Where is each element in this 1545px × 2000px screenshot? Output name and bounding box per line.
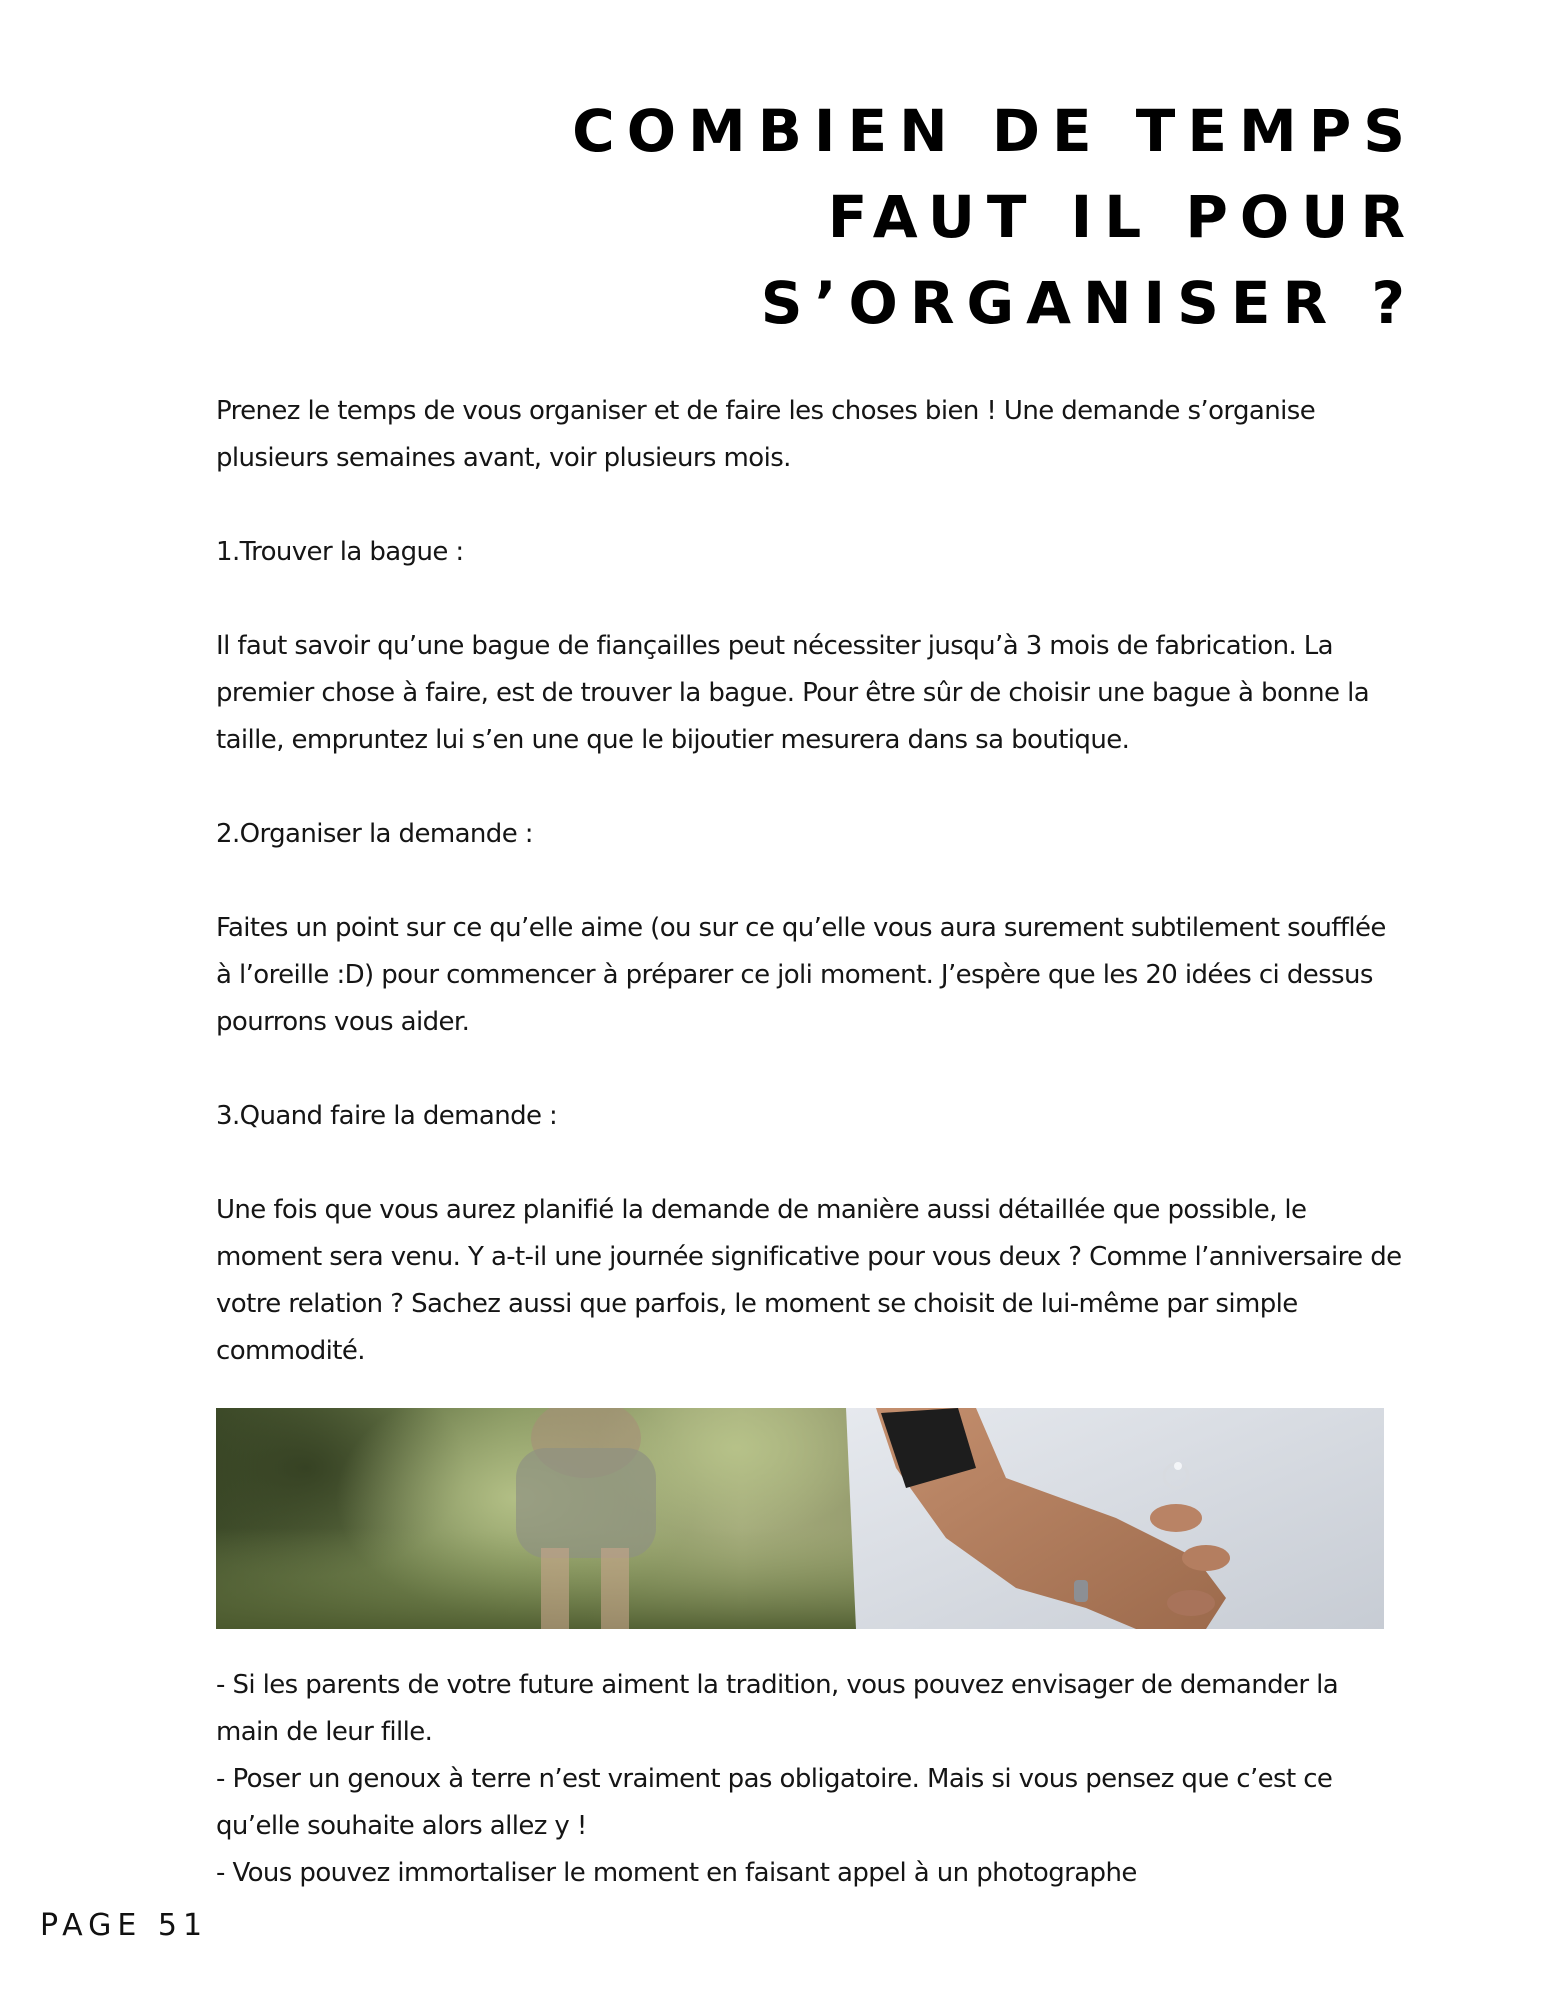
title-line-3: S’ORGANISER ?: [760, 269, 1417, 337]
page-title: [405, 88, 1417, 346]
section-3-heading: 3.Quand faire la demande :: [216, 1101, 558, 1131]
article-body: [216, 388, 1406, 1422]
title-line-1: COMBIEN DE TEMPS: [572, 97, 1417, 165]
section-3-text: Une fois que vous aurez planifié la demande de manière aussi détaillée que possible, le moment sera venu. Y a-t-il une journée significative pour vous deux ? Comme l’anniversaire de votre relation ? Sachez aussi que parfois, le moment se choisit de lui-même par simple commodité.: [216, 1195, 1402, 1366]
list-item: - Si les parents de votre future aiment la tradition, vous pouvez envisager de demander la main de leur fille.: [216, 1670, 1339, 1747]
ring-photo: [216, 1408, 1384, 1629]
section-2-heading: 2.Organiser la demande :: [216, 819, 533, 849]
section-1-text: Il faut savoir qu’une bague de fiançailles peut nécessiter jusqu’à 3 mois de fabrication. La premier chose à faire, est de trouver la bague. Pour être sûr de choisir une bague à bonne la taille, empruntez lui s’en une que le bijoutier mesurera dans sa boutique.: [216, 631, 1370, 755]
list-item: - Poser un genoux à terre n’est vraiment pas obligatoire. Mais si vous pensez que c’est ce qu’elle souhaite alors allez y !: [216, 1764, 1333, 1841]
section-1-heading: 1.Trouver la bague :: [216, 537, 464, 567]
page-number: PAGE 51: [40, 1908, 209, 1943]
section-2-text: Faites un point sur ce qu’elle aime (ou sur ce qu’elle vous aura surement subtilement soufflée à l’oreille :D) pour commencer à préparer ce joli moment. J’espère que les 20 idées ci dessus pourrons vous aider.: [216, 913, 1386, 1037]
list-item: - Vous pouvez immortaliser le moment en faisant appel à un photographe: [216, 1858, 1137, 1888]
title-line-2: FAUT IL POUR: [827, 183, 1417, 251]
tips-list: [216, 1662, 1406, 1897]
intro-paragraph: Prenez le temps de vous organiser et de faire les choses bien ! Une demande s’organise plusieurs semaines avant, voir plusieurs mois.: [216, 396, 1316, 473]
